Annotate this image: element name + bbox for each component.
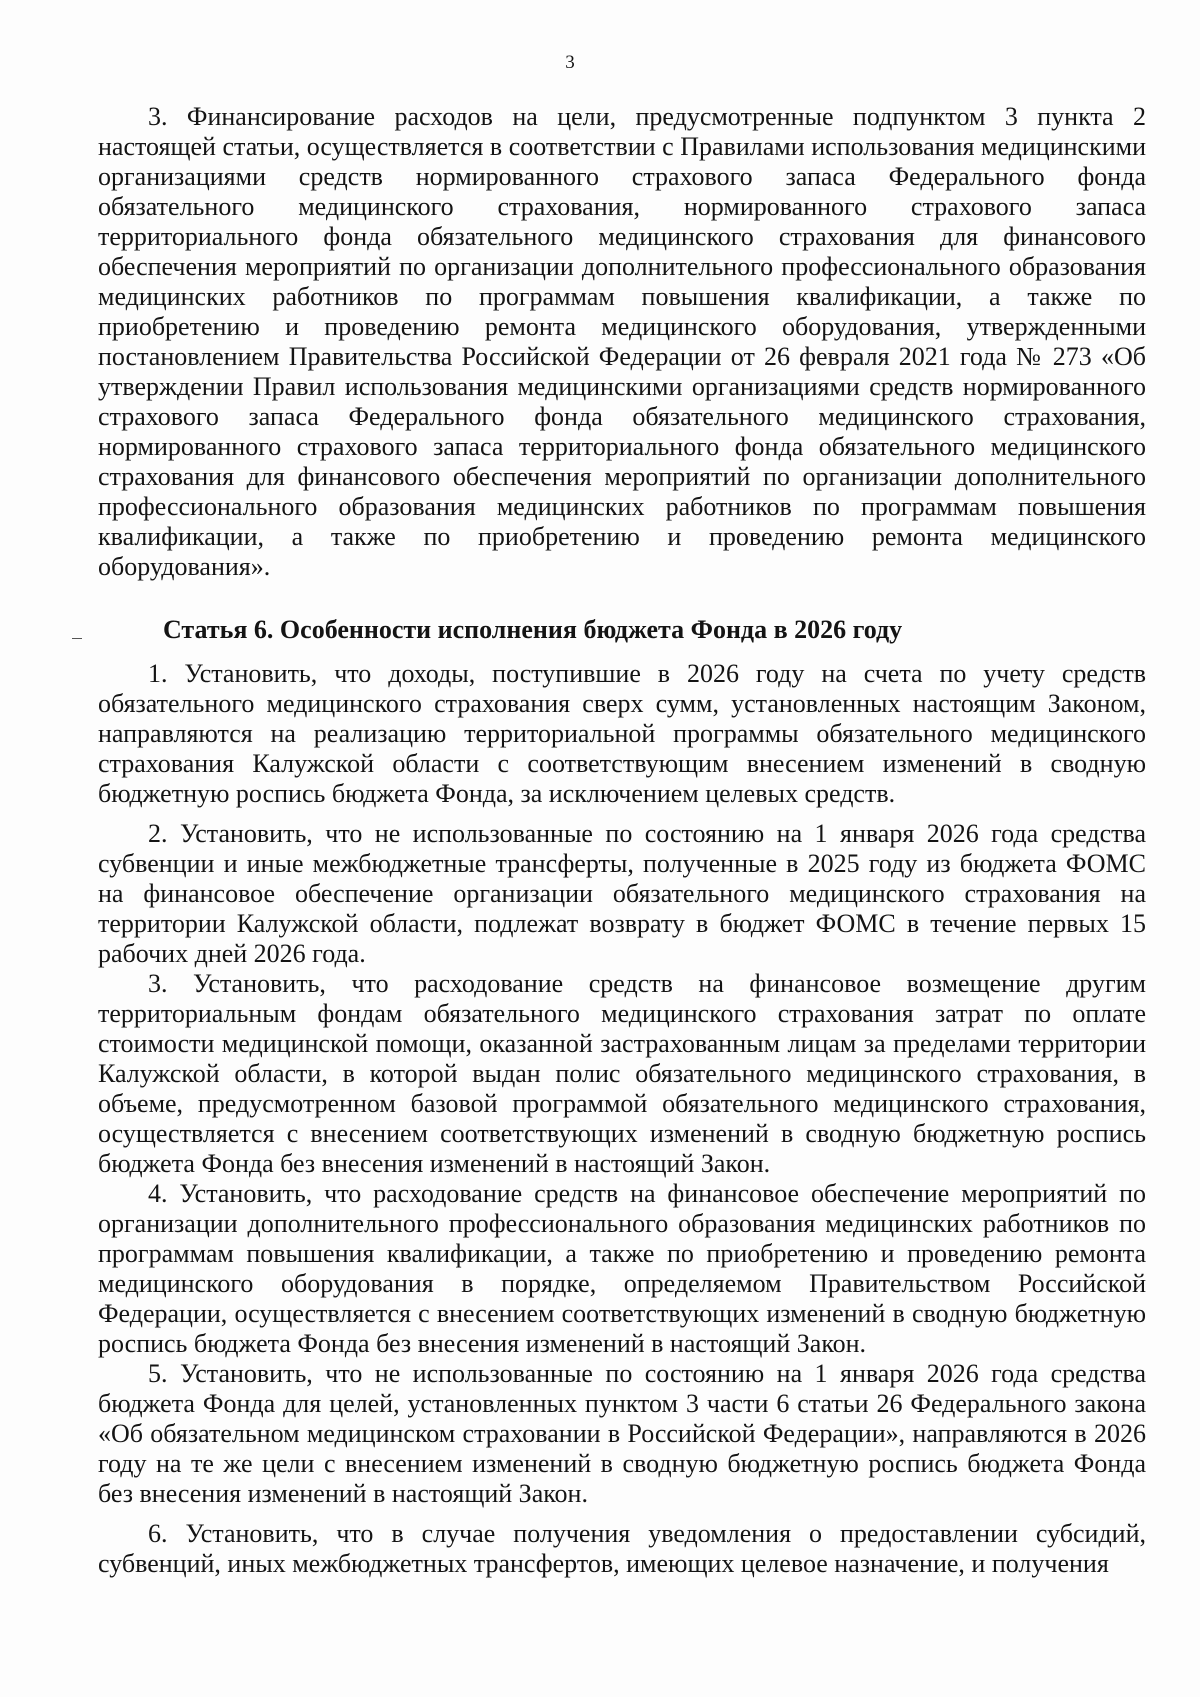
- article-6-item-2: 2. Установить, что не использованные по состоянию на 1 января 2026 года средства субвенции и иные межбюджетные трансферты, полученные в 2025 году из бюджета ФОМС на финансовое обеспечение организации обязательного медицинского страхования на территории Калужской области, подлежат возврату в бюджет ФОМС в течение первых 15 рабочих дней 2026 года.: [98, 819, 1146, 968]
- paragraph-item-3-financing: 3. Финансирование расходов на цели, предусмотренные подпунктом 3 пункта 2 настоящей статьи, осуществляется в соответствии с Правилами использования медицинскими организациями средств нормированного страхового запаса Федерального фонда обязательного медицинского страхования, нормированного страхового запаса территориального фонда обязательного медицинского страхования для финансового обеспечения мероприятий по организации дополнительного профессионального образования медицинских работников по программам повышения квалификации, а также по приобретению и проведению ремонта медицинского оборудования, утвержденными постановлением Правительства Российской Федерации от 26 февраля 2021 года № 273 «Об утверждении Правил использования медицинскими организациями средств нормированного страхового запаса Федерального фонда обязательного медицинского страхования, нормированного страхового запаса территориального фонда обязательного медицинского страхования для финансового обеспечения мероприятий по организации дополнительного профессионального образования медицинских работников по программам повышения квалификации, а также по приобретению и проведению ремонта медицинского оборудования».: [98, 102, 1146, 581]
- article-6-item-1: 1. Установить, что доходы, поступившие в 2026 году на счета по учету средств обязательного медицинского страхования сверх сумм, установленных настоящим Законом, направляются на реализацию территориальной программы обязательного медицинского страхования Калужской области с соответствующим внесением изменений в сводную бюджетную роспись бюджета Фонда, за исключением целевых средств.: [98, 659, 1146, 808]
- article-6-title: Статья 6. Особенности исполнения бюджета Фонда в 2026 году: [163, 615, 903, 644]
- article-6-item-6: 6. Установить, что в случае получения уведомления о предоставлении субсидий, субвенций, иных межбюджетных трансфертов, имеющих целевое назначение, и получения: [98, 1519, 1146, 1578]
- page-number: 3: [565, 52, 575, 73]
- margin-mark: [72, 638, 82, 639]
- document-body: [98, 102, 1146, 1579]
- article-6-item-4: 4. Установить, что расходование средств на финансовое обеспечение мероприятий по организации дополнительного профессионального образования медицинских работников по программам повышения квалификации, а также по приобретению и проведению ремонта медицинского оборудования в порядке, определяемом Правительством Российской Федерации, осуществляется с внесением соответствующих изменений в сводную бюджетную роспись бюджета Фонда без внесения изменений в настоящий Закон.: [98, 1179, 1146, 1358]
- article-6-item-3: 3. Установить, что расходование средств на финансовое возмещение другим территориальным фондам обязательного медицинского страхования затрат по оплате стоимости медицинской помощи, оказанной застрахованным лицам за пределами территории Калужской области, в которой выдан полис обязательного медицинского страхования, в объеме, предусмотренном базовой программой обязательного медицинского страхования, осуществляется с внесением соответствующих изменений в сводную бюджетную роспись бюджета Фонда без внесения изменений в настоящий Закон.: [98, 969, 1146, 1178]
- article-6-item-5: 5. Установить, что не использованные по состоянию на 1 января 2026 года средства бюджета Фонда для целей, установленных пунктом 3 части 6 статьи 26 Федерального закона «Об обязательном медицинском страховании в Российской Федерации», направляются в 2026 году на те же цели с внесением изменений в сводную бюджетную роспись бюджета Фонда без внесения изменений в настоящий Закон.: [98, 1359, 1146, 1508]
